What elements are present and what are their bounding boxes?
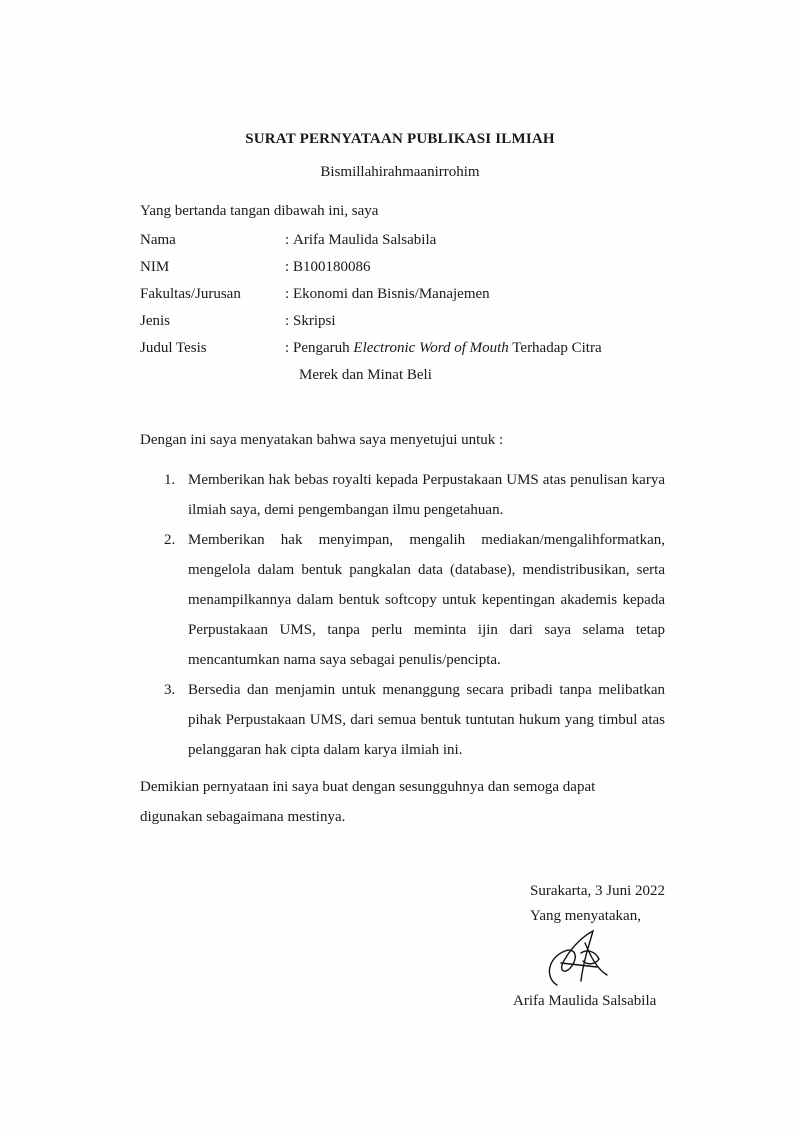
identity-row-jenis	[140, 311, 680, 338]
identity-value: Skripsi	[293, 313, 336, 329]
identity-label: Nama	[140, 232, 176, 248]
title-continuation: Merek dan Minat Beli	[299, 367, 432, 383]
signer-name: Arifa Maulida Salsabila	[513, 993, 657, 1009]
list-item	[160, 465, 665, 525]
identity-row-judul	[140, 338, 680, 393]
identity-row-nama	[140, 230, 680, 257]
identity-label: NIM	[140, 259, 170, 275]
handwritten-signature	[535, 923, 615, 993]
identity-value: Arifa Maulida Salsabila	[293, 232, 437, 248]
document-subtitle: Bismillahirahmaanirrohim	[320, 164, 480, 180]
identity-separator: :	[285, 232, 290, 248]
title-suffix: Terhadap Citra	[508, 340, 602, 356]
identity-value: B100180086	[293, 259, 371, 275]
document-title: SURAT PERNYATAAN PUBLIKASI ILMIAH	[245, 131, 555, 147]
signature-block	[505, 883, 680, 1009]
identity-separator: :	[285, 313, 290, 329]
list-number: 2.	[164, 532, 176, 548]
list-item	[160, 675, 665, 765]
identity-separator: :	[285, 286, 290, 302]
closing-statement: Demikian pernyataan ini saya buat dengan sesungguhnya dan semoga dapat digunakan sebagaimana mestinya.	[140, 779, 596, 825]
title-prefix: Pengaruh	[293, 340, 354, 356]
signer-role: Yang menyatakan,	[530, 908, 641, 924]
agreement-intro: Dengan ini saya menyatakan bahwa saya menyetujui untuk :	[140, 432, 504, 448]
identity-row-nim	[140, 257, 680, 284]
list-text: Memberikan hak bebas royalti kepada Perpustakaan UMS atas penulisan karya ilmiah saya, demi pengembangan ilmu pengetahuan.	[188, 472, 665, 518]
identity-row-fakultas	[140, 284, 680, 311]
list-number: 3.	[164, 682, 176, 698]
list-item	[160, 525, 665, 675]
identity-value: Ekonomi dan Bisnis/Manajemen	[293, 286, 490, 302]
identity-label: Fakultas/Jurusan	[140, 286, 241, 302]
identity-label: Judul Tesis	[140, 340, 207, 356]
list-text: Memberikan hak menyimpan, mengalih mediakan/mengalihformatkan, mengelola dalam bentuk pangkalan data (database), mendistribusikan, serta menampilkannya dalam bentuk softcopy untuk kepentingan akademis kepada Perpustakaan UMS, tanpa perlu meminta ijin dari saya selama tetap mencantumkan nama saya sebagai penulis/pencipta.	[188, 532, 665, 668]
title-italic: Electronic Word of Mouth	[353, 340, 509, 356]
identity-value	[293, 338, 680, 393]
agreement-list	[160, 465, 665, 765]
identity-label: Jenis	[140, 313, 170, 329]
place-date: Surakarta, 3 Juni 2022	[530, 883, 665, 899]
list-text: Bersedia dan menjamin untuk menanggung secara pribadi tanpa melibatkan pihak Perpustakaan UMS, dari semua bentuk tuntutan hukum yang timbul atas pelanggaran hak cipta dalam karya ilmiah ini.	[188, 682, 665, 758]
list-number: 1.	[164, 472, 176, 488]
identity-table	[140, 230, 680, 393]
intro-text: Yang bertanda tangan dibawah ini, saya	[140, 203, 379, 219]
identity-separator: :	[285, 340, 290, 356]
identity-separator: :	[285, 259, 290, 275]
